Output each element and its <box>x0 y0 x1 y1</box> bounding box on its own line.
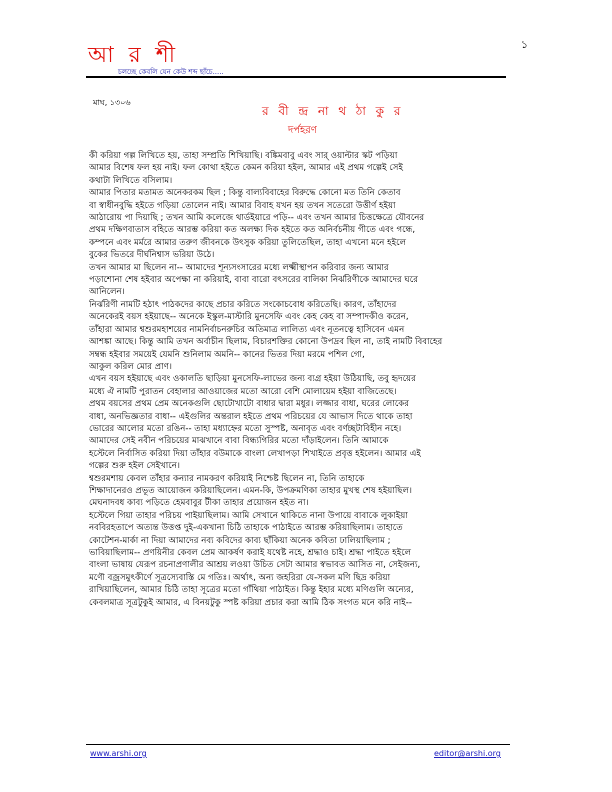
body-line: কী করিয়া গল্প লিখিতে হয়, তাহা সম্প্রতি শিখিয়াছি। বঙ্কিমবাবু এবং সার্ ওয়াল্টার স্কট পড়িয়া <box>89 151 398 161</box>
body-line: আনিলেন। <box>89 287 125 298</box>
body-line: রাখিয়াছিলেন, আমার চিঠি তাহা সূত্রের মতো গাঁথিয়া পাঠাইত। কিন্তু ইহার মধ্যে মণিগুলি অন্যের, <box>89 585 414 596</box>
body-line: কথাটা লিখিতে বসিলাম। <box>89 175 173 186</box>
story-title: দর্পহরণ <box>288 125 317 136</box>
body-line: প্রথম বয়সের প্রথম প্রেম অনেকগুলি ছোটোখাটো বাধার দ্বারা মধুর। লজ্জার বাধা, ঘরের লোকের <box>89 399 410 410</box>
body-line: অনেকেরই বয়স হইয়াছে-- অনেকে ইস্কুল-মাস্টারি মুনসেফি এবং কেহ কেহ বা সম্পাদকীও করেন, <box>89 312 409 323</box>
body-line: মণৌ বজ্রসমুৎকীর্ণে সূত্রস্যেবাস্তি মে গতিঃ। অর্থাৎ, অন্য জহরিরা যে-সকল মণি ছিদ্র করিয়া <box>89 572 391 583</box>
body-line: প্রথম দক্ষিণবাতাস বহিতে আরম্ভ করিয়া কত অলক্ষ্য দিক হইতে কত অনির্বচনীয় গীতে এবং গন্ধে, <box>89 225 416 236</box>
editor-email-link[interactable]: editor@arshi.org <box>434 749 501 758</box>
page-number: ১ <box>520 38 528 51</box>
header-divider <box>86 76 506 78</box>
story-body <box>89 150 517 609</box>
body-line: মেঘনাদবধ কাব্য পড়িতে হেমবাবুর টীকা তাহার প্রয়োজন হইত না। <box>89 498 309 509</box>
body-line: মধ্যে ঐ নামটি পুরাতন বেহালার আওয়াজের মতো আরো বেশি মোলায়েম হইয়া বাজিতেছে। <box>89 386 397 397</box>
body-line: বুকের ভিতরে দীর্ঘনিশ্বাস ভরিয়া উঠে। <box>89 250 215 261</box>
body-line: তাঁহারা আমার শ্বশুরমহাশয়ের নামনির্বাচনরুচির অতিমাত্র লালিত্য এবং নূতনত্বে হাসিবেন এমন <box>89 324 405 335</box>
body-line: নববিরহতাপে অত্যন্ত উত্তপ্ত দুই-একখানা চিঠি তাহাকে পাঠাইতে আরম্ভ করিয়াছিলাম। তাহাতে <box>89 523 403 534</box>
body-line: পড়াশোনা শেষ হইবার অপেক্ষা না করিয়াই, বাবা বারো বৎসরের বালিকা নির্ঝরিণীকে আমাদের ঘরে <box>89 275 418 286</box>
body-line: ভোরের আলোর মতো রঙিন-- তাহা মধ্যাহ্নের মতো সুস্পষ্ট, অনাবৃত এবং বর্ণচ্ছটাবিহীন নহে। <box>89 423 402 434</box>
body-line: বাংলা ভাষায় যেরূপ রচনাপ্রণালীর আশ্রয় লওয়া উচিত সেটা আমার স্বভাবত আসিত না, সেইজন্য, <box>89 560 421 571</box>
body-line: হস্টেলে নির্বাসিত করিয়া দিয়া তাঁহার বউমাকে বাংলা লেখাপড়া শিখাইতে প্রবৃত্ত হইলেন। আমার এই <box>89 448 421 459</box>
body-line: আঠারোয় পা দিয়াছি ; তখন আমি কলেজে থার্ডইয়ারে পড়ি-- এবং তখন আমার চিত্তক্ষেত্রে যৌবনের <box>89 213 425 224</box>
footer-divider <box>86 744 510 745</box>
body-line: কেবলমাত্র সূত্রটুকুই আমার, এ বিনয়টুকু স্পষ্ট করিয়া প্রচার করা আমি ঠিক সংগত মনে করি নাই-- <box>89 597 412 608</box>
body-line: তখন আমার মা ছিলেন না-- আমাদের শূন্যসংসারের মধ্যে লক্ষ্মীস্থাপন করিবার জন্য আমার <box>89 262 389 273</box>
body-line: এখন বয়স হইয়াছে এবং ওকালতি ছাড়িয়া মুনসেফি-লাভের জন্য ব্যগ্র হইয়া উঠিয়াছি, তবু হৃদয়ের <box>89 374 416 385</box>
body-line: ভাবিয়াছিলাম-- প্রণয়িনীর কেবল প্রেম আকর্ষণ করাই যথেষ্ট নহে, শ্রদ্ধাও চাই। শ্রদ্ধা পাইতে হইলে <box>89 548 412 558</box>
body-line: হস্টেলে গিয়া তাহার পরিচয় পাইয়াছিলাম। আমি সেখানে থাকিতে নানা উপায়ে বাবাকে লুকাইয়া <box>89 510 408 521</box>
body-line: বাধা, অনভিজ্ঞতার বাধা-- এইগুলির অন্তরাল হইতে প্রথম পরিচয়ের যে আভাস দিতে থাকে তাহা <box>89 411 413 422</box>
website-link[interactable]: www.arshi.org <box>90 749 147 758</box>
body-line: গল্পের শুরু হইল সেইখানে। <box>89 461 180 472</box>
issue-date: মাঘ, ১৩০৬ <box>93 98 131 107</box>
body-line: আমাদের সেই নবীন পরিচয়ের মাঝখানে বাবা বিন্ধ্যগিরির মতো দাঁড়াইলেন। তিনি আমাকে <box>89 436 389 447</box>
body-line: আকুল করিল মোর প্রাণ। <box>89 361 172 372</box>
site-logo[interactable]: আ র শী <box>88 43 180 68</box>
body-line: আমার বিশেষ ফল হয় নাই। ফল কোথা হইতে কেমন করিয়া হইল, আমার এই প্রথম গল্পেই সেই <box>89 163 403 174</box>
site-tagline: চলচ্ছে কেবলি যেন কেউ শব্দ ছাঁচে..... <box>118 68 224 76</box>
body-line: শিক্ষাদানেরও প্রভূত আয়োজন করিয়াছিলেন। এমন-কি, উপক্রমণিকা তাহার মুখস্থ শেষ হইয়াছিল। <box>89 485 412 496</box>
body-line: বা স্বাধীনবুদ্ধি হইতে গড়িয়া তোলেন নাই। আমার বিবাহ যখন হয় তখন সতেরো উত্তীর্ণ হইয়া <box>89 200 396 211</box>
body-line: আশঙ্কা আছে। কিন্তু আমি তখন অর্বাচীন ছিলাম, বিচারশক্তির কোনো উপদ্রব ছিল না, তাই নামটি বিবাহের <box>89 337 443 348</box>
body-line: নির্ঝরিণী নামটি হঠাৎ পাঠকদের কাছে প্রচার করিতে সংকোচবোধ করিতেছি। কারণ, তাঁহাদের <box>89 299 397 310</box>
author-name: র বী ন্দ্র না থ ঠা কু র <box>262 104 404 118</box>
body-line: কোটেশন-মার্কা না দিয়া আমাদের নব্য কবিদের কাব্য ছাঁকিয়া অনেক কবিতা ঢালিয়াছিলাম ; <box>89 535 391 546</box>
body-line: সম্বন্ধ হইবার সময়েই যেমনি শুনিলাম অমনি-- কানের ভিতর দিয়া মরমে পশিল গো, <box>89 349 365 360</box>
body-line: কম্পনে এবং মর্মরে আমার তরুণ জীবনকে উৎসুক করিয়া তুলিতেছিল, তাহা এখনো মনে হইলে <box>89 237 406 248</box>
body-line: আমার পিতার মতামত অনেকরকম ছিল ; কিন্তু বাল্যবিবাহের বিরুদ্ধে কোনো মত তিনি কেতাব <box>89 188 401 199</box>
body-line: শ্বশুরমশায় কেবল তাঁহার কন্যার নামকরণ করিয়াই নিশ্চেষ্ট ছিলেন না, তিনি তাহাকে <box>89 473 365 484</box>
